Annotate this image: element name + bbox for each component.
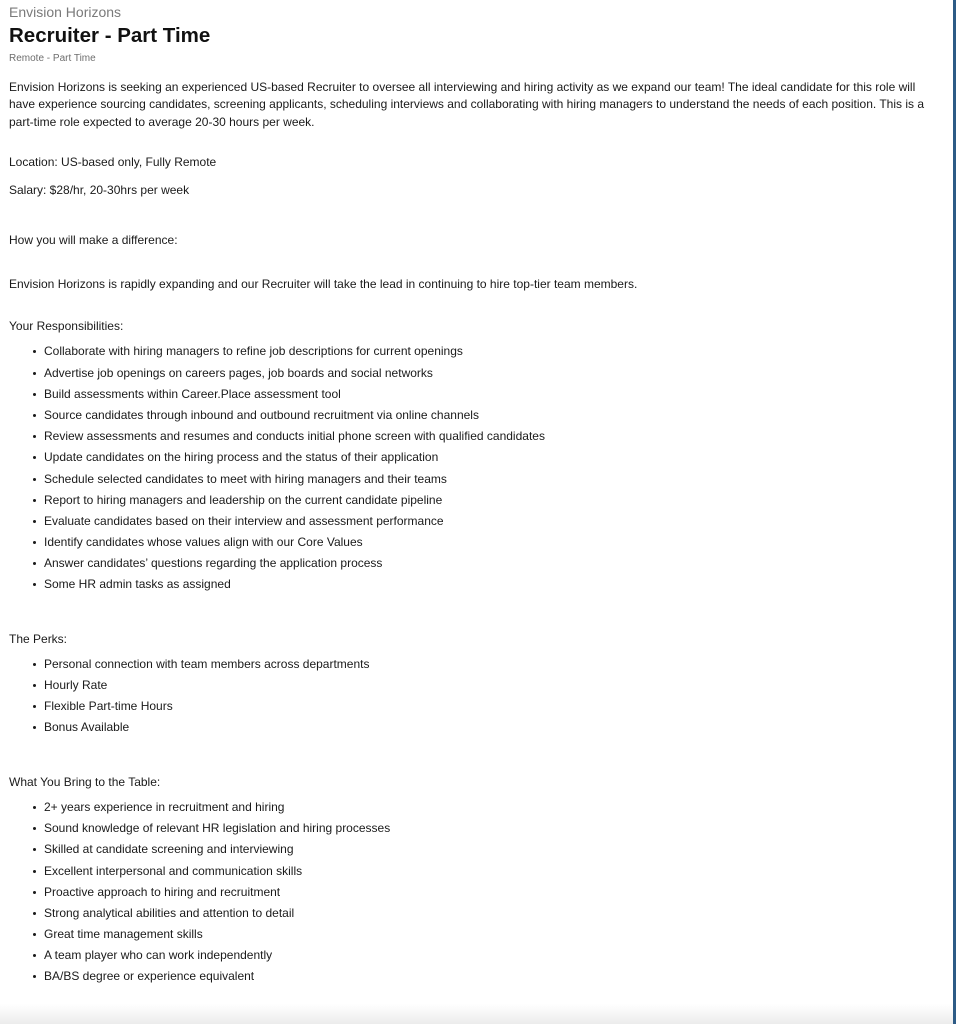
bullet-icon xyxy=(33,435,36,438)
list-item-text: Strong analytical abilities and attention to detail xyxy=(44,905,295,920)
bullet-icon xyxy=(33,499,36,502)
list-item xyxy=(9,428,939,449)
list-item xyxy=(9,968,939,989)
bullet-icon xyxy=(33,583,36,586)
bullet-icon xyxy=(33,975,36,978)
list-item-text: A team player who can work independently xyxy=(44,948,273,963)
bullet-icon xyxy=(33,541,36,544)
list-item-text: Great time management skills xyxy=(44,927,203,942)
list-item xyxy=(9,863,939,884)
bullet-icon xyxy=(33,827,36,830)
list-item xyxy=(9,698,939,719)
intro-paragraph: Envision Horizons is seeking an experienced US-based Recruiter to oversee all interviewing and hiring activity as we expand our team! The ideal candidate for this role will have experience sourcing candidates, screening applicants, scheduling interviews and collaborating with hiring managers to understand the needs of each position. This is a part-time role expected to average 20-30 hours per week. xyxy=(9,80,924,129)
list-item xyxy=(9,343,939,364)
bullet-icon xyxy=(33,393,36,396)
bullet-icon xyxy=(33,806,36,809)
salary-line: Salary: $28/hr, 20-30hrs per week xyxy=(9,183,190,198)
list-item-text: Source candidates through inbound and outbound recruitment via online channels xyxy=(44,407,479,422)
list-item-text: Hourly Rate xyxy=(44,678,108,693)
list-item xyxy=(9,386,939,407)
bullet-icon xyxy=(33,414,36,417)
requirements-list xyxy=(9,799,939,990)
list-item xyxy=(9,492,939,513)
list-item-text: Collaborate with hiring managers to refine job descriptions for current openings xyxy=(44,344,463,359)
bullet-icon xyxy=(33,684,36,687)
difference-heading: How you will make a difference: xyxy=(9,233,178,248)
job-title: Recruiter - Part Time xyxy=(9,24,211,47)
bullet-icon xyxy=(33,350,36,353)
list-item xyxy=(9,947,939,968)
list-item xyxy=(9,677,939,698)
list-item-text: Some HR admin tasks as assigned xyxy=(44,577,231,592)
list-item xyxy=(9,905,939,926)
list-item xyxy=(9,365,939,386)
list-item-text: Report to hiring managers and leadership on the current candidate pipeline xyxy=(44,492,443,507)
perks-heading: The Perks: xyxy=(9,631,68,646)
bullet-icon xyxy=(33,912,36,915)
list-item-text: Skilled at candidate screening and interviewing xyxy=(44,842,294,857)
list-item-text: Proactive approach to hiring and recruitment xyxy=(44,884,281,899)
list-item xyxy=(9,926,939,947)
difference-text: Envision Horizons is rapidly expanding and our Recruiter will take the lead in continuing to hire top-tier team members. xyxy=(9,276,638,291)
bullet-icon xyxy=(33,562,36,565)
list-item-text: Review assessments and resumes and conducts initial phone screen with qualified candidates xyxy=(44,429,545,444)
list-item-text: Personal connection with team members across departments xyxy=(44,656,370,671)
list-item-text: Answer candidates’ questions regarding the application process xyxy=(44,556,383,571)
requirements-heading: What You Bring to the Table: xyxy=(9,774,161,789)
perks-list xyxy=(9,656,939,741)
list-item-text: Evaluate candidates based on their interview and assessment performance xyxy=(44,513,444,528)
responsibilities-list xyxy=(9,343,939,597)
list-item xyxy=(9,656,939,677)
list-item xyxy=(9,471,939,492)
list-item xyxy=(9,799,939,820)
list-item xyxy=(9,407,939,428)
list-item-text: Sound knowledge of relevant HR legislation and hiring processes xyxy=(44,821,391,836)
bullet-icon xyxy=(33,848,36,851)
list-item xyxy=(9,513,939,534)
bullet-icon xyxy=(33,478,36,481)
company-name: Envision Horizons xyxy=(9,4,122,20)
list-item xyxy=(9,820,939,841)
list-item-text: Update candidates on the hiring process and the status of their application xyxy=(44,450,439,465)
list-item-text: 2+ years experience in recruitment and hiring xyxy=(44,799,285,814)
list-item-text: Excellent interpersonal and communication skills xyxy=(44,863,303,878)
job-posting xyxy=(9,3,939,990)
bullet-icon xyxy=(33,520,36,523)
list-item xyxy=(9,555,939,576)
responsibilities-heading: Your Responsibilities: xyxy=(9,319,124,334)
list-item-text: BA/BS degree or experience equivalent xyxy=(44,969,255,984)
bottom-fade xyxy=(0,1004,953,1024)
bullet-icon xyxy=(33,870,36,873)
list-item xyxy=(9,884,939,905)
bullet-icon xyxy=(33,954,36,957)
bullet-icon xyxy=(33,726,36,729)
list-item-text: Build assessments within Career.Place assessment tool xyxy=(44,386,341,401)
list-item xyxy=(9,719,939,740)
list-item-text: Schedule selected candidates to meet with hiring managers and their teams xyxy=(44,471,447,486)
list-item xyxy=(9,449,939,470)
list-item xyxy=(9,534,939,555)
list-item-text: Advertise job openings on careers pages, job boards and social networks xyxy=(44,365,433,380)
bullet-icon xyxy=(33,372,36,375)
job-subtitle: Remote - Part Time xyxy=(9,53,96,64)
bullet-icon xyxy=(33,705,36,708)
list-item-text: Flexible Part-time Hours xyxy=(44,699,173,714)
list-item xyxy=(9,576,939,597)
bullet-icon xyxy=(33,891,36,894)
list-item-text: Bonus Available xyxy=(44,720,130,735)
list-item xyxy=(9,841,939,862)
list-item-text: Identify candidates whose values align with our Core Values xyxy=(44,535,363,550)
location-line: Location: US-based only, Fully Remote xyxy=(9,154,217,169)
bullet-icon xyxy=(33,456,36,459)
bullet-icon xyxy=(33,663,36,666)
bullet-icon xyxy=(33,933,36,936)
